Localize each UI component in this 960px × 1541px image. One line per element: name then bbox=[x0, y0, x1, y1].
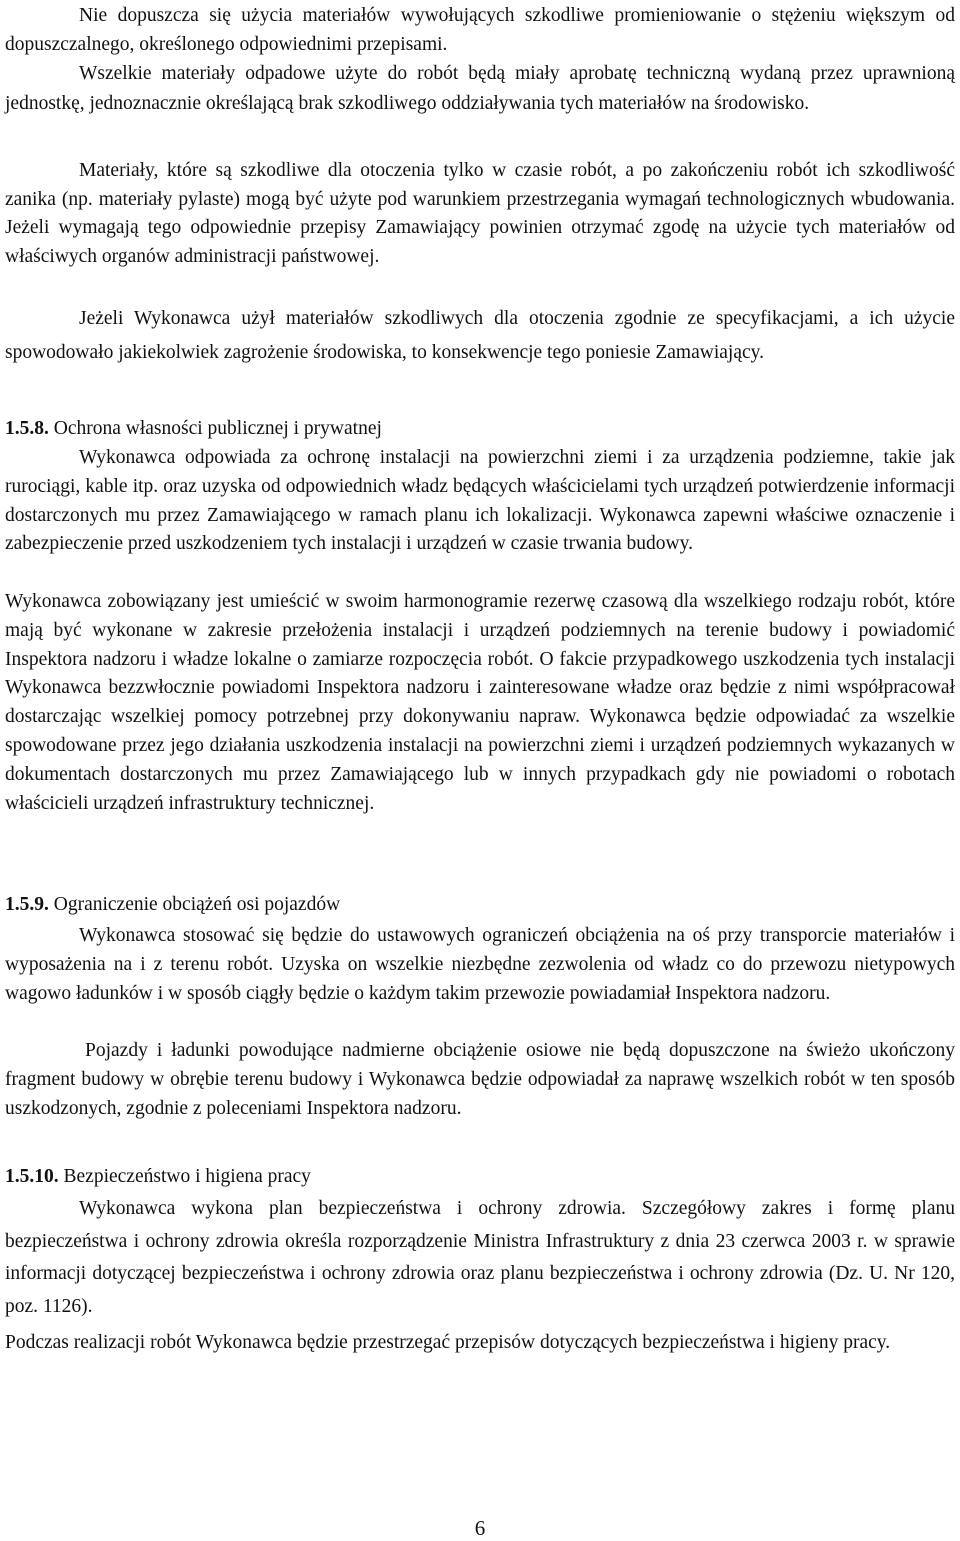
paragraph: Wykonawca zobowiązany jest umieścić w swoim harmonogramie rezerwę czasową dla wszelkiego rodzaju robót, które mają być wykonane w zakresie przełożenia instalacji i urządzeń podziemnych na terenie budowy i powiadomić Inspektora nadzoru i władze lokalne o zamiarze rozpoczęcia robót. O fakcie przypadkowego uszkodzenia tych instalacji Wykonawca bezzwłocznie powiadomi Inspektora nadzoru i zainteresowane władze oraz będzie z nimi współpracował dostarczając wszelkiej pomocy potrzebnej przy dokonywaniu napraw. Wykonawca będzie odpowiadać za wszelkie spowodowane przez jego działania uszkodzenia instalacji na powierzchni ziemi i urządzeń podziemnych wykazanych w dokumentach dostarczonych mu przez Zamawiającego lub w innych przypadkach gdy nie powiadomi o robotach właścicieli urządzeń infrastruktury technicznej. bbox=[5, 591, 955, 814]
section-heading bbox=[5, 891, 340, 919]
paragraph: Jeżeli Wykonawca użył materiałów szkodliwych dla otoczenia zgodnie ze specyfikacjami, a ich użycie spowodowało jakiekolwiek zagrożenie środowiska, to konsekwencje tego poniesie Zamawiający. bbox=[5, 308, 955, 363]
page-number: 6 bbox=[474, 1516, 486, 1540]
paragraph: Podczas realizacji robót Wykonawca będzie przestrzegać przepisów dotyczących bezpieczeństwa i higieny pracy. bbox=[5, 1332, 891, 1353]
paragraph: Wykonawca stosować się będzie do ustawowych ograniczeń obciążenia na oś przy transporcie materiałów i wyposażenia na i z terenu robót. Uzyska on wszelkie niezbędne zezwolenia od władz co do przewozu nietypowych wagowo ładunków i w sposób ciągły będzie o każdym takim przewozie powiadamiał Inspektora nadzoru. bbox=[5, 925, 955, 1004]
section-number: 1.5.9. bbox=[5, 894, 49, 915]
section-number: 1.5.8. bbox=[5, 418, 49, 439]
paragraph: Wszelkie materiały odpadowe użyte do robót będą miały aprobatę techniczną wydaną przez uprawnioną jednostkę, jednoznacznie określającą brak szkodliwego oddziaływania tych materiałów na środowisko. bbox=[5, 63, 955, 114]
section-number: 1.5.10. bbox=[5, 1166, 59, 1187]
paragraph: Nie dopuszcza się użycia materiałów wywołujących szkodliwe promieniowanie o stężeniu większym od dopuszczalnego, określonego odpowiednimi przepisami. bbox=[5, 5, 955, 55]
section-heading bbox=[5, 415, 382, 443]
paragraph: Wykonawca odpowiada za ochronę instalacji na powierzchni ziemi i za urządzenia podziemne, takie jak rurociągi, kable itp. oraz uzyska od odpowiednich władz będących właścicielami tych urządzeń potwierdzenie informacji dostarczonych mu przez Zamawiającego w ramach planu ich lokalizacji. Wykonawca zapewni właściwe oznaczenie i zabezpieczenie przed uszkodzeniem tych instalacji i urządzeń w czasie trwania budowy. bbox=[5, 447, 955, 555]
document-page bbox=[5, 0, 955, 1540]
section-title: Bezpieczeństwo i higiena pracy bbox=[58, 1166, 311, 1187]
section-title: Ograniczenie obciążeń osi pojazdów bbox=[48, 894, 341, 915]
section-title: Ochrona własności publicznej i prywatnej bbox=[48, 418, 382, 439]
paragraph: Wykonawca wykona plan bezpieczeństwa i ochrony zdrowia. Szczegółowy zakres i formę planu bezpieczeństwa i ochrony zdrowia określa rozporządzenie Ministra Infrastruktury z dnia 23 czerwca 2003 r. w sprawie informacji dotyczącej bezpieczeństwa i ochrony zdrowia oraz planu bezpieczeństwa i ochrony zdrowia (Dz. U. Nr 120, poz. 1126). bbox=[5, 1198, 955, 1317]
paragraph: Materiały, które są szkodliwe dla otoczenia tylko w czasie robót, a po zakończeniu robót ich szkodliwość zanika (np. materiały pylaste) mogą być użyte pod warunkiem przestrzegania wymagań technologicznych wbudowania. Jeżeli wymagają tego odpowiednie przepisy Zamawiający powinien otrzymać zgodę na użycie tych materiałów od właściwych organów administracji państwowej. bbox=[5, 160, 955, 267]
paragraph: Pojazdy i ładunki powodujące nadmierne obciążenie osiowe nie będą dopuszczone na świeżo ukończony fragment budowy w obrębie terenu budowy i Wykonawca będzie odpowiadał za naprawę wszelkich robót w ten sposób uszkodzonych, zgodnie z poleceniami Inspektora nadzoru. bbox=[5, 1040, 955, 1119]
section-heading bbox=[5, 1163, 311, 1191]
